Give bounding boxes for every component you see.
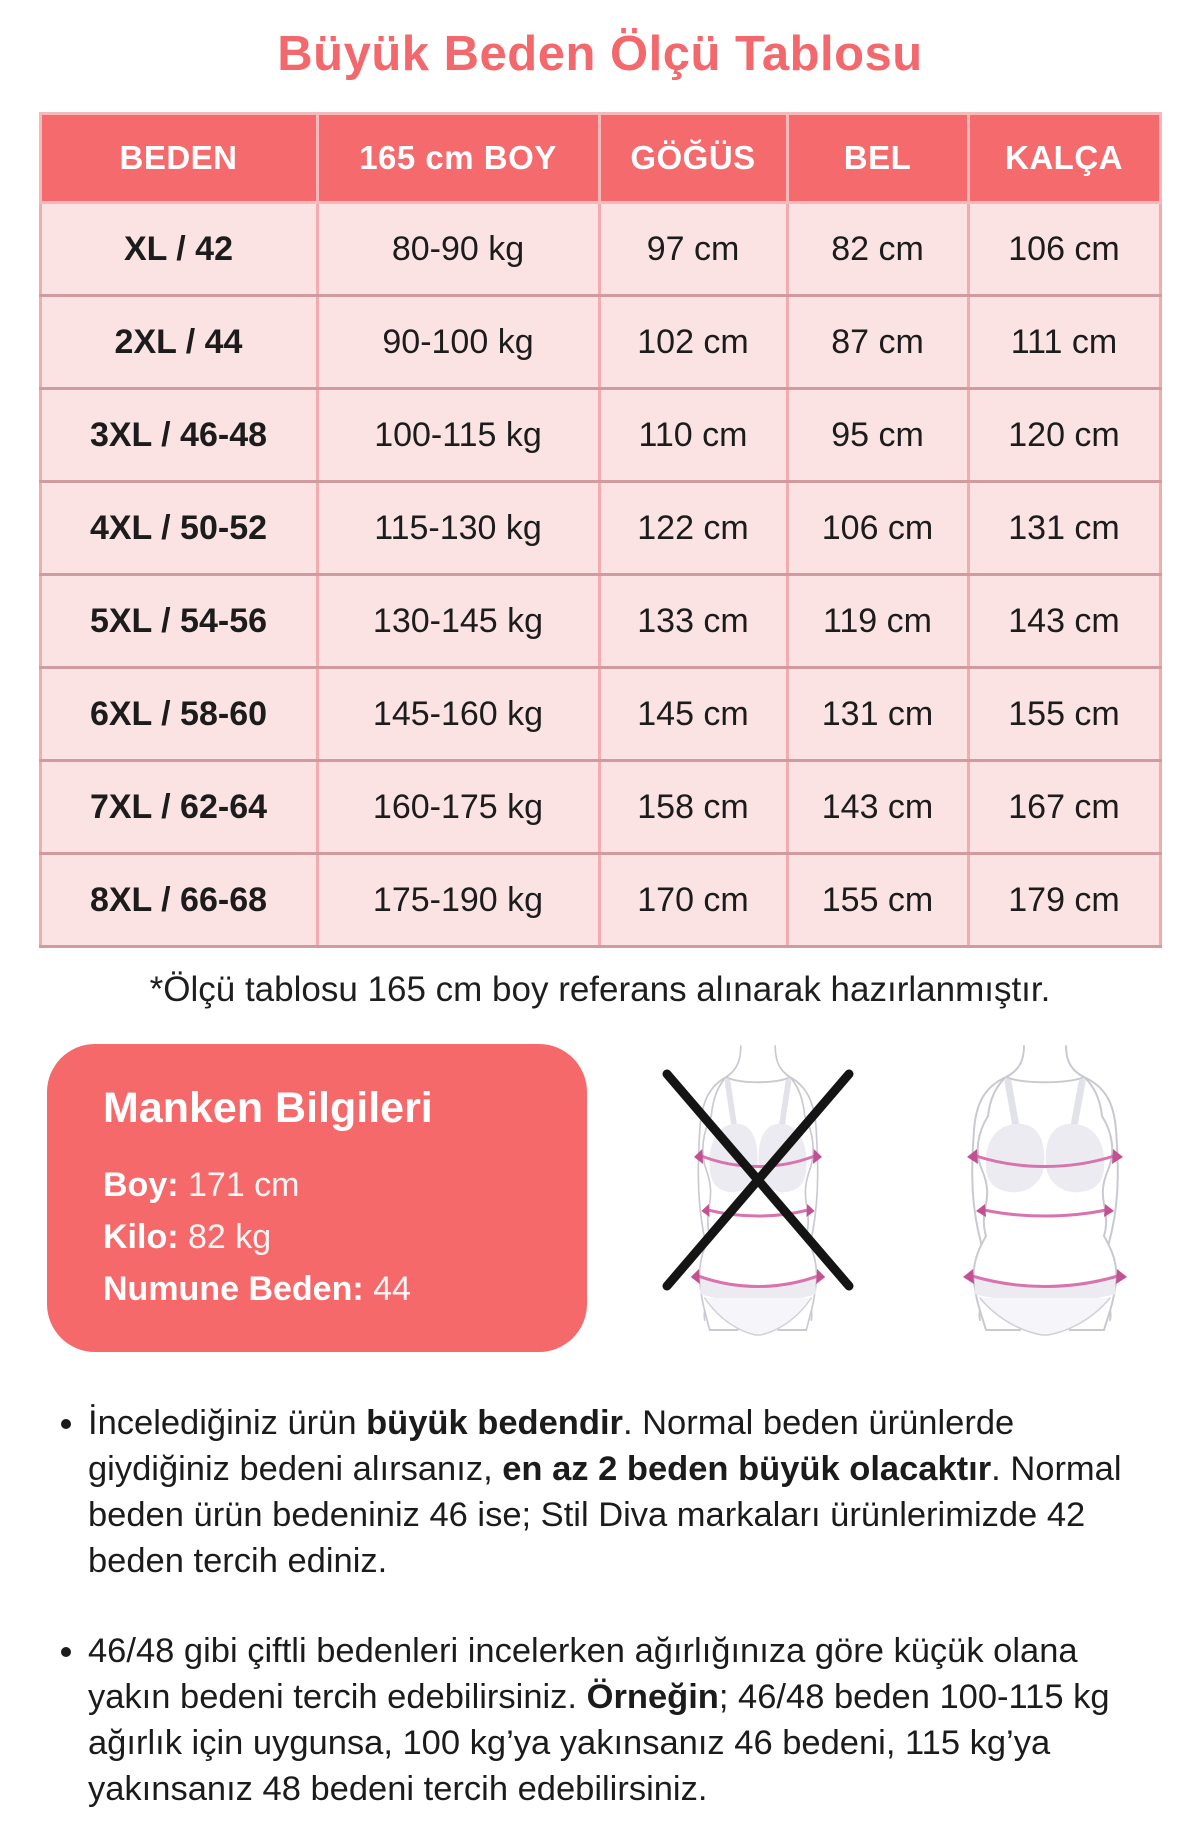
table-row (40, 761, 1160, 854)
size-table (39, 112, 1162, 948)
notes-list (0, 1400, 1155, 1812)
measure-cell: 106 cm (787, 482, 968, 575)
measure-cell: 131 cm (787, 668, 968, 761)
measure-cell: 155 cm (968, 668, 1160, 761)
table-row (40, 389, 1160, 482)
size-cell: 3XL / 46-48 (40, 389, 317, 482)
header-kalca: KALÇA (968, 114, 1160, 203)
measure-cell: 106 cm (968, 203, 1160, 296)
size-table-body (40, 203, 1160, 947)
measure-cell: 82 cm (787, 203, 968, 296)
table-row (40, 575, 1160, 668)
measure-cell: 175-190 kg (317, 854, 599, 947)
model-info-row (103, 1263, 587, 1315)
measure-cell: 131 cm (968, 482, 1160, 575)
table-row (40, 203, 1160, 296)
measure-cell: 155 cm (787, 854, 968, 947)
measure-cell: 143 cm (787, 761, 968, 854)
measure-cell: 110 cm (599, 389, 787, 482)
measure-cell: 158 cm (599, 761, 787, 854)
size-cell: 5XL / 54-56 (40, 575, 317, 668)
measure-cell: 87 cm (787, 296, 968, 389)
measure-cell: 179 cm (968, 854, 1160, 947)
measure-cell: 145-160 kg (317, 668, 599, 761)
model-info-section (47, 1044, 1200, 1352)
measure-cell: 119 cm (787, 575, 968, 668)
size-cell: 7XL / 62-64 (40, 761, 317, 854)
crossed-slim-figure-illustration (633, 1044, 883, 1338)
model-info-label: Numune Beden: (103, 1270, 364, 1308)
model-info-label: Kilo: (103, 1218, 179, 1256)
note-item: • 46/48 gibi çiftli bedenleri incelerken ağırlığınıza göre küçük olana yakın bedeni tercih edebilirsiniz. Örneğin; 46/48 beden 100-115 kg ağırlık için uygunsa, 100 kg’ya yakınsanız 46 bedeni, 115 kg’ya yakınsanız 48 bedeni tercih edebilirsiniz. (88, 1628, 1155, 1812)
size-cell: 6XL / 58-60 (40, 668, 317, 761)
table-row (40, 482, 1160, 575)
header-row (40, 114, 1160, 203)
measure-cell: 80-90 kg (317, 203, 599, 296)
measure-cell: 133 cm (599, 575, 787, 668)
measure-cell: 145 cm (599, 668, 787, 761)
model-info-box (47, 1044, 587, 1352)
table-row (40, 854, 1160, 947)
measure-cell: 111 cm (968, 296, 1160, 389)
model-info-row (103, 1211, 587, 1263)
note-item: • İncelediğiniz ürün büyük bedendir. Normal beden ürünlerde giydiğiniz bedeni alırsanız, en az 2 beden büyük olacaktır. Normal beden ürün bedeniniz 46 ise; Stil Diva markaları ürünlerimizde 42 beden tercih ediniz. (88, 1400, 1155, 1584)
model-info-label: Boy: (103, 1166, 179, 1204)
size-table-header (40, 114, 1160, 203)
plus-size-figure-illustration (920, 1044, 1170, 1338)
measure-cell: 170 cm (599, 854, 787, 947)
header-boy: 165 cm BOY (317, 114, 599, 203)
model-info-value: 44 (363, 1270, 411, 1308)
measure-cell: 143 cm (968, 575, 1160, 668)
table-row (40, 668, 1160, 761)
measure-cell: 130-145 kg (317, 575, 599, 668)
header-beden: BEDEN (40, 114, 317, 203)
page-title: Büyük Beden Ölçü Tablosu (277, 27, 923, 81)
model-info-value: 171 cm (178, 1166, 300, 1204)
figure-illustrations (587, 1044, 1200, 1352)
measure-cell: 100-115 kg (317, 389, 599, 482)
model-info-value: 82 kg (178, 1218, 272, 1256)
model-info-title: Manken Bilgileri (103, 1084, 433, 1132)
measure-cell: 122 cm (599, 482, 787, 575)
measure-cell: 102 cm (599, 296, 787, 389)
table-row (40, 296, 1160, 389)
size-cell: 2XL / 44 (40, 296, 317, 389)
size-cell: 8XL / 66-68 (40, 854, 317, 947)
size-cell: XL / 42 (40, 203, 317, 296)
size-cell: 4XL / 50-52 (40, 482, 317, 575)
measure-cell: 115-130 kg (317, 482, 599, 575)
measure-cell: 167 cm (968, 761, 1160, 854)
header-gogus: GÖĞÜS (599, 114, 787, 203)
table-footnote: *Ölçü tablosu 165 cm boy referans alınarak hazırlanmıştır. (149, 970, 1051, 1009)
measure-cell: 90-100 kg (317, 296, 599, 389)
measure-cell: 160-175 kg (317, 761, 599, 854)
model-info-row (103, 1159, 587, 1211)
header-bel: BEL (787, 114, 968, 203)
measure-cell: 95 cm (787, 389, 968, 482)
model-info-rows (103, 1159, 587, 1315)
measure-cell: 120 cm (968, 389, 1160, 482)
measure-cell: 97 cm (599, 203, 787, 296)
